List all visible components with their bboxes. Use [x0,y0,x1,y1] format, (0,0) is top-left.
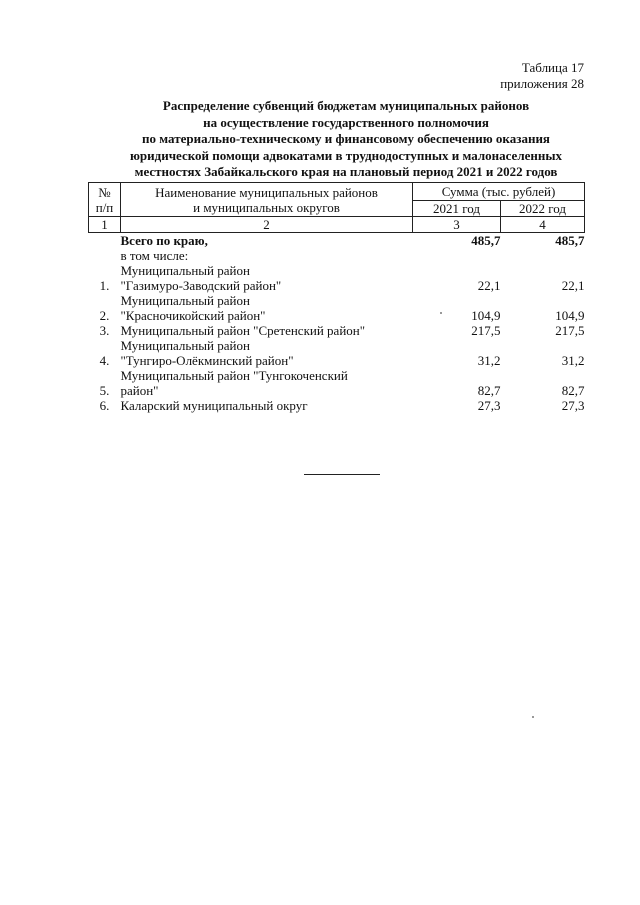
total-label: Всего по краю, [120,233,208,248]
row-name-line: Муниципальный район [120,263,250,278]
header-name-cell [121,183,413,217]
row-name-line: Муниципальный район "Тунгокоченский [120,368,348,383]
table-row [89,263,585,293]
table-body [89,233,585,414]
row-value-2022: 104,9 [555,308,585,323]
table-row [89,338,585,368]
caption-appendix-number: приложения 28 [500,76,584,91]
row-value-2022: 217,5 [555,323,585,338]
title-line: юридической помощи адвокатами в труднодоступных и малонаселенных [129,147,563,163]
total-row [89,233,585,249]
subvention-table [88,182,585,413]
row-name: Каларский муниципальный округ [120,398,308,413]
document-title [96,98,596,181]
row-number: 4. [99,353,110,368]
row-name: Муниципальный район "Сретенский район" [120,323,366,338]
table-row [89,398,585,413]
subtotal-label-row [89,248,585,263]
scan-speck [532,716,534,718]
row-name [121,338,413,368]
header-name-line: Наименование муниципальных районов [155,184,378,200]
row-name-line: "Газимуро-Заводский район" [120,278,282,293]
row-name-line: Муниципальный район [120,293,250,308]
row-value-2021: 31,2 [477,353,501,368]
title-line: местностях Забайкальского края на плановый период 2021 и 2022 годов [134,164,558,179]
header-year-2022: 2022 год [501,201,585,217]
table-row [89,368,585,398]
row-number: 3. [99,323,110,338]
header-number-cell [89,183,121,217]
row-value-2022: 31,2 [561,353,585,368]
scan-speck [440,312,442,314]
row-value-2022: 22,1 [561,278,585,293]
header-name-line: и муниципальных округов [193,199,340,215]
row-value-2022: 82,7 [561,383,585,398]
title-line: на осуществление государственного полномочия [203,114,489,130]
closing-rule [304,474,380,475]
column-index: 2 [121,217,413,233]
row-value-2022: 27,3 [561,398,585,413]
row-number: 5. [99,383,110,398]
row-name [121,368,413,398]
table-row [89,293,585,323]
table-row [89,323,585,338]
row-number: 6. [99,398,110,413]
row-name [121,263,413,293]
column-index: 4 [501,217,585,233]
row-value-2021: 217,5 [471,323,501,338]
column-index: 3 [413,217,501,233]
caption-table-number: Таблица 17 [521,60,584,75]
row-number: 2. [99,308,110,323]
row-name-line: "Тунгиро-Олёкминский район" [120,353,294,368]
column-index: 1 [89,217,121,233]
header-number-symbol: № [98,184,111,200]
row-value-2021: 22,1 [477,278,501,293]
header-sum-cell: Сумма (тыс. рублей) [413,183,585,201]
row-name-line: "Красночикойский район" [120,308,266,323]
total-value-2021: 485,7 [471,233,501,248]
header-number-abbrev: п/п [95,199,114,215]
row-value-2021: 104,9 [471,308,501,323]
header-year-2021: 2021 год [413,201,501,217]
table-header [89,183,585,233]
title-line: Распределение субвенций бюджетам муниципальных районов [162,98,530,113]
row-name-line: район" [120,383,159,398]
row-name [121,293,413,323]
row-value-2021: 82,7 [477,383,501,398]
row-number: 1. [99,278,110,293]
including-label: в том числе: [120,248,189,263]
total-value-2022: 485,7 [555,233,585,248]
table-caption [500,60,584,92]
title-line: по материально-техническому и финансовому обеспечению оказания [142,131,550,146]
row-name-line: Муниципальный район [120,338,250,353]
row-value-2021: 27,3 [477,398,501,413]
